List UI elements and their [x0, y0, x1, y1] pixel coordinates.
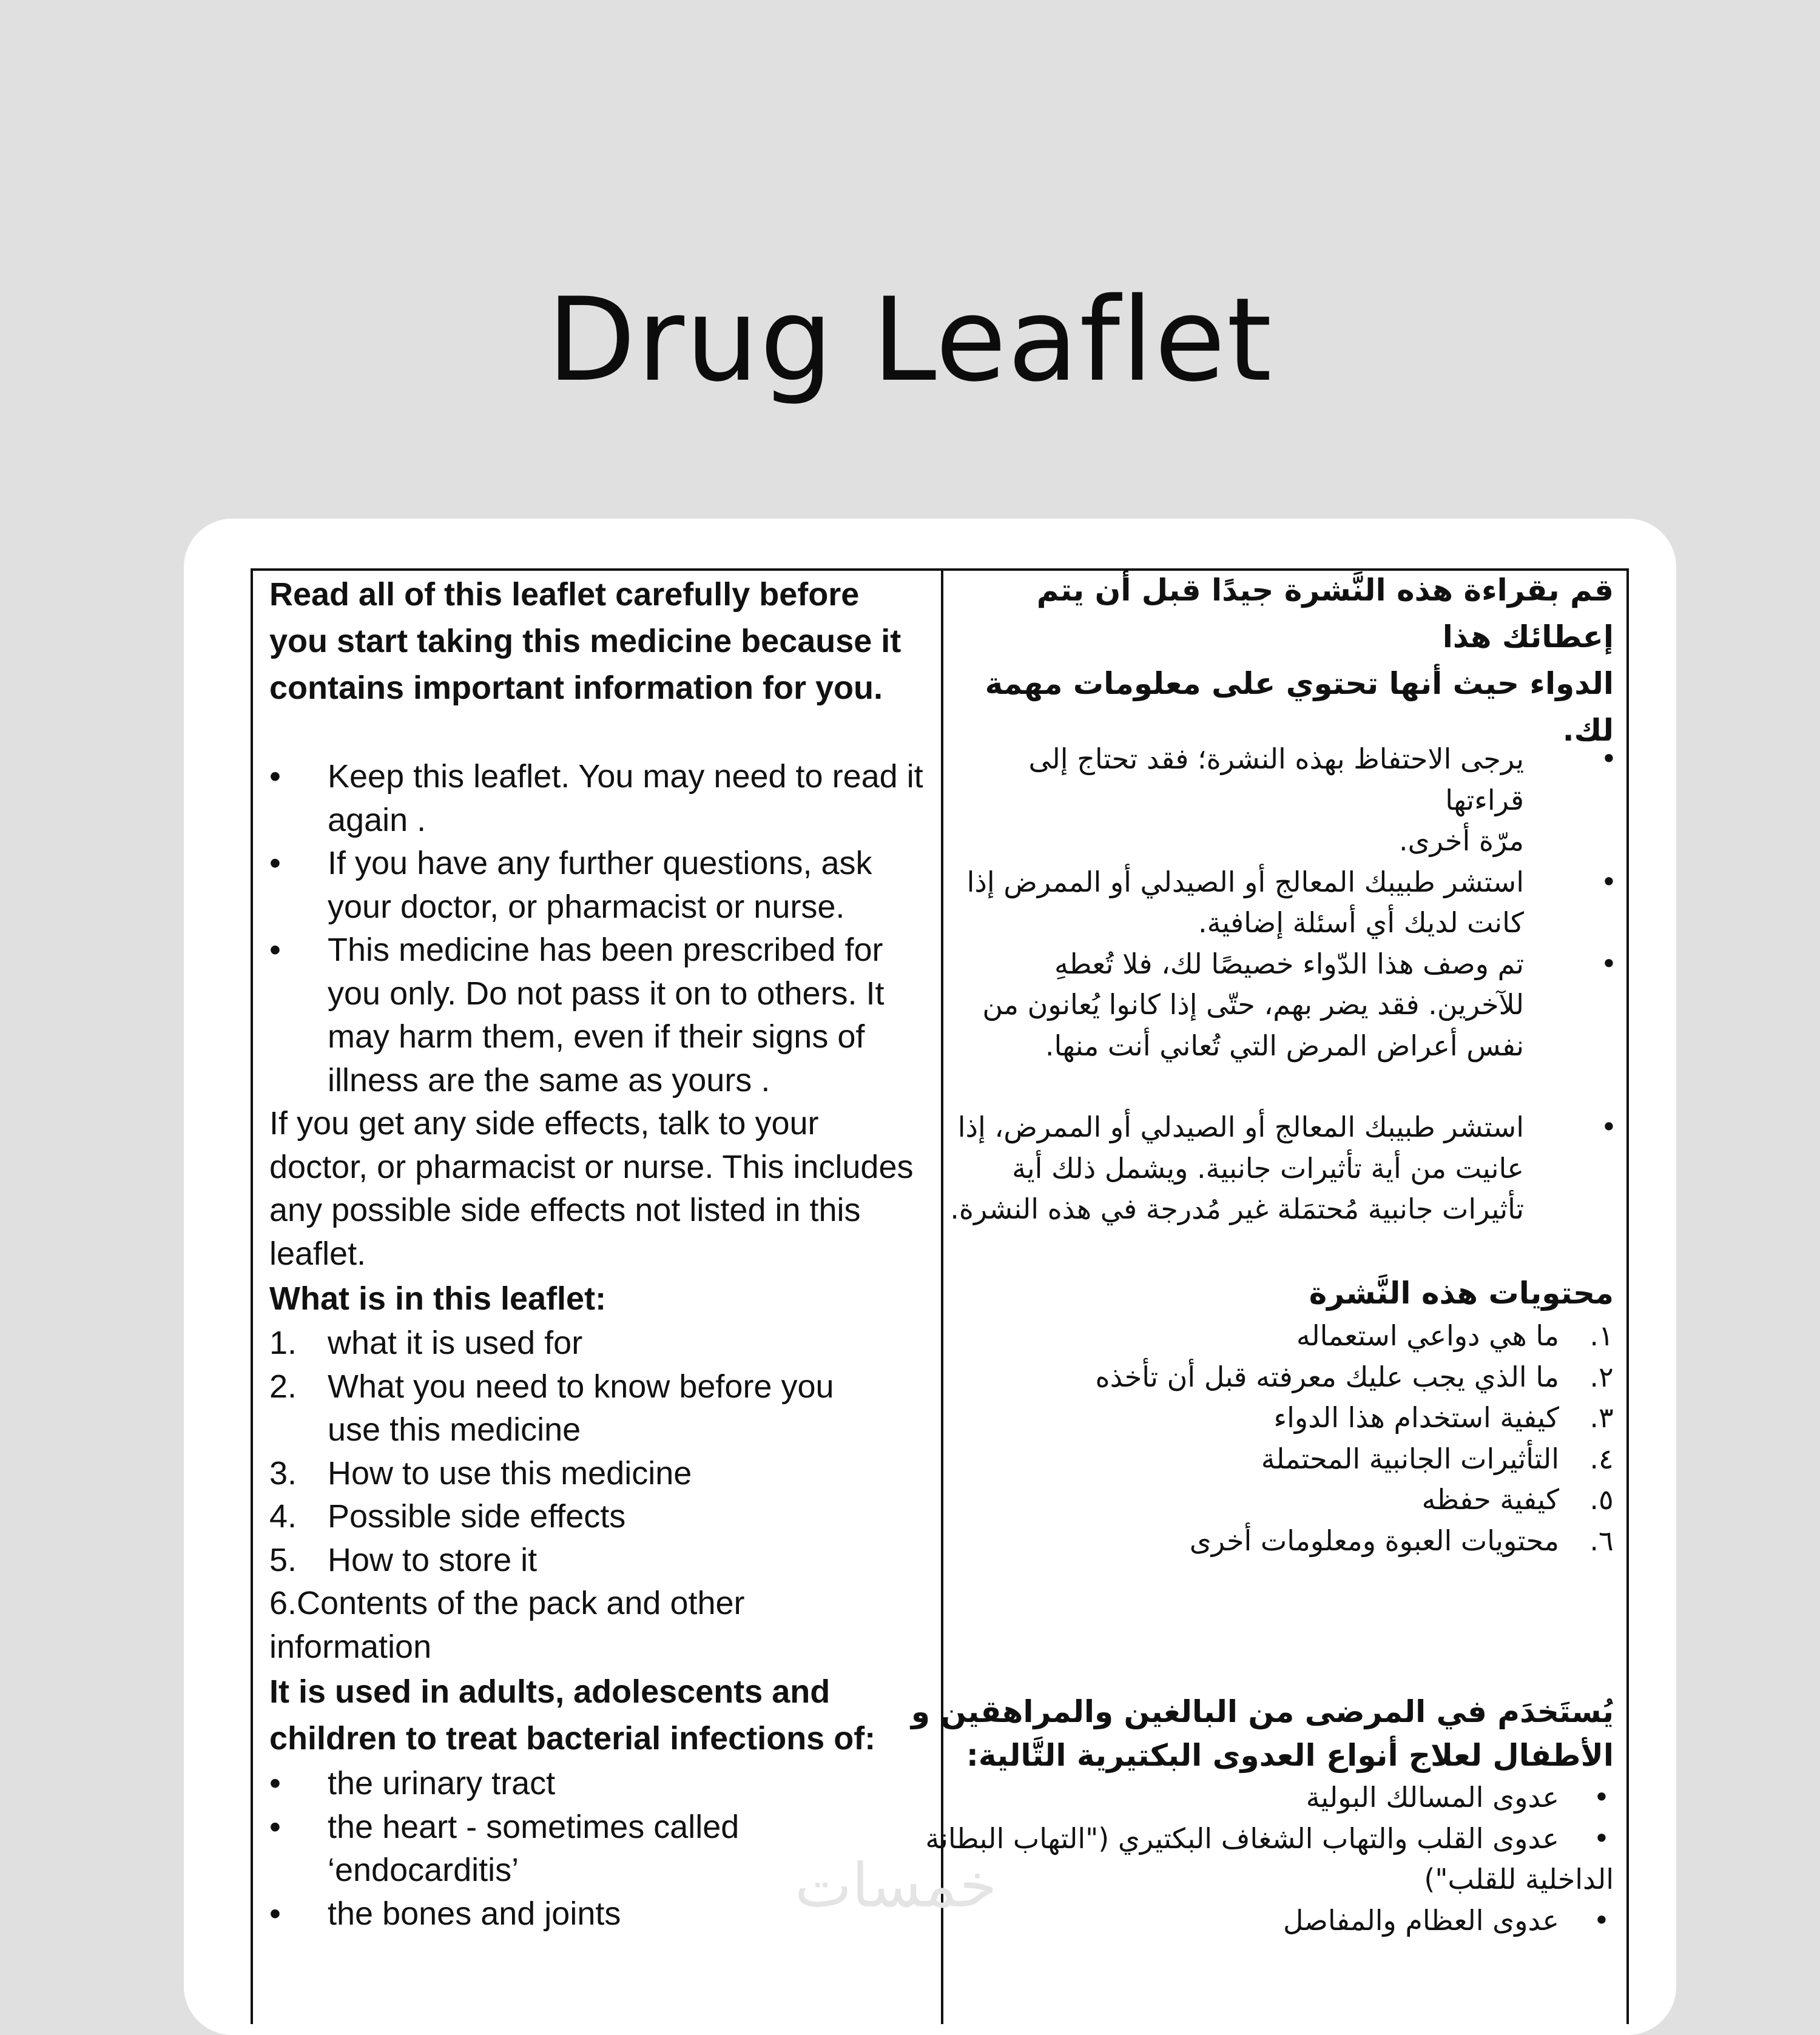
line: الدواء حيث أنها تحتوي على معلومات مهمة لك. — [985, 666, 1614, 748]
item-number: ١. — [1589, 1319, 1614, 1352]
item-number: ٢. — [1589, 1360, 1614, 1393]
intro-line: contains important information for you. — [269, 670, 883, 706]
arabic-usage — [898, 1690, 1614, 1941]
line: كيفية استخدام هذا الدواء — [1273, 1401, 1559, 1434]
list-item — [269, 1322, 931, 1365]
line: use this medicine — [328, 1411, 581, 1448]
line: مرّة أخرى. — [1399, 824, 1524, 857]
line: استشر طبيبك المعالج أو الصيدلي أو الممرض إذا — [966, 865, 1524, 898]
item-number: ٣. — [1589, 1401, 1614, 1434]
bullet-marker: • — [1593, 1821, 1610, 1855]
line: How to use this medicine — [328, 1455, 692, 1492]
line: يرجى الاحتفاظ بهذه النشرة؛ فقد تحتاج إلى قراءتها — [1028, 742, 1524, 816]
list-item — [269, 929, 931, 1102]
bullet-marker: • — [1600, 1111, 1617, 1143]
intro-line: Read all of this leaflet carefully before — [269, 576, 860, 613]
arabic-bullets — [942, 739, 1627, 1230]
bullet-marker: • — [1600, 947, 1617, 980]
bullet-marker: • — [1600, 865, 1617, 898]
line: information — [269, 1628, 432, 1665]
line: How to store it — [328, 1541, 538, 1578]
line: كانت لديك أي أسئلة إضافية. — [1198, 906, 1524, 939]
bullet-marker: • — [269, 1765, 281, 1801]
line: children to treat bacterial infections of: — [269, 1720, 876, 1757]
list-item — [269, 1582, 931, 1669]
list-item — [898, 1900, 1614, 1942]
line: كيفية حفظه — [1421, 1483, 1559, 1516]
line: If you have any further questions, ask — [328, 845, 872, 881]
line: يُستَخدَم في المرضى من البالغين والمراهقين و — [911, 1694, 1614, 1729]
item-number: 3. — [269, 1455, 297, 1492]
list-item — [269, 842, 931, 929]
item-number: 4. — [269, 1498, 297, 1535]
line: تأثيرات جانبية مُحتمَلة غير مُدرجة في هذه النشرة. — [950, 1192, 1524, 1225]
line: الأطفال لعلاج أنواع العدوى البكتيرية التَّالية: — [966, 1738, 1614, 1773]
list-item — [946, 1439, 1614, 1480]
line: If you get any side effects, talk to your — [269, 1105, 819, 1142]
line: may harm them, even if their signs of — [328, 1018, 865, 1055]
usage-heading — [269, 1669, 931, 1762]
contents-heading: محتويات هذه النَّشرة — [1309, 1276, 1614, 1311]
line: الداخلية للقلب") — [1424, 1863, 1614, 1895]
line: محتويات العبوة ومعلومات أخرى — [1189, 1524, 1559, 1557]
list-item — [269, 1495, 931, 1539]
bullet-marker: • — [1600, 742, 1617, 775]
line: the bones and joints — [328, 1895, 621, 1932]
line: you only. Do not pass it on to others. It — [328, 975, 885, 1012]
line: عدوى العظام والمفاصل — [1282, 1903, 1559, 1937]
line: نفس أعراض المرض التي تُعاني أنت منها. — [1045, 1029, 1524, 1062]
line: again . — [328, 801, 426, 838]
item-number: ٤. — [1589, 1442, 1614, 1475]
arabic-contents — [946, 1271, 1614, 1561]
side-effects-paragraph — [269, 1102, 931, 1276]
line: ‘endocarditis’ — [328, 1852, 519, 1888]
list-item — [269, 1762, 931, 1806]
item-number: ٦. — [1589, 1524, 1614, 1557]
watermark-logo: خمسات — [795, 1850, 997, 1921]
line: تم وصف هذا الدّواء خصيصًا لك، فلا تُعطهِ — [1054, 947, 1524, 980]
line: Possible side effects — [328, 1498, 626, 1535]
usage-heading — [898, 1690, 1614, 1777]
line: Keep this leaflet. You may need to read it — [328, 758, 923, 795]
list-item — [269, 755, 931, 842]
line: It is used in adults, adolescents and — [269, 1673, 831, 1710]
bullet-marker: • — [269, 845, 281, 881]
line: عدوى المسالك البولية — [1306, 1781, 1559, 1814]
line: the heart - sometimes called — [328, 1808, 740, 1845]
list-item — [946, 1398, 1614, 1439]
line: للآخرين. فقد يضر بهم، حتّى إذا كانوا يُعانون من — [982, 988, 1524, 1021]
line: عانيت من أية تأثيرات جانبية. ويشمل ذلك أية — [1012, 1151, 1524, 1185]
line: doctor, or pharmacist or nurse. This includes — [269, 1148, 914, 1185]
line: What you need to know before you — [328, 1368, 834, 1405]
bullet-marker: • — [269, 1808, 281, 1845]
bullet-marker: • — [269, 932, 281, 968]
list-item — [898, 1777, 1614, 1818]
list-item — [942, 944, 1627, 1067]
bullet-marker: • — [269, 758, 281, 795]
list-item — [269, 1365, 931, 1452]
line: This medicine has been prescribed for — [328, 932, 883, 968]
intro-line: you start taking this medicine because it — [269, 623, 902, 659]
list-item — [946, 1521, 1614, 1562]
line: عدوى القلب والتهاب الشغاف البكتيري ("التهاب البطانة — [925, 1821, 1559, 1855]
line: illness are the same as yours . — [328, 1061, 770, 1098]
item-number: 5. — [269, 1541, 297, 1578]
line: your doctor, or pharmacist or nurse. — [328, 888, 845, 925]
list-item — [269, 1452, 931, 1496]
line: قم بقراءة هذه النَّشرة جيدًا قبل أن يتم إعطائك هذا — [1036, 573, 1614, 654]
item-number: 1. — [269, 1325, 297, 1361]
arabic-intro — [946, 567, 1614, 754]
page-title: Drug Leaflet — [547, 273, 1273, 407]
english-intro — [269, 571, 901, 711]
list-item — [269, 1539, 931, 1583]
list-item — [942, 739, 1627, 862]
list-item — [942, 1107, 1627, 1230]
line: ما الذي يجب عليك معرفته قبل أن تأخذه — [1095, 1360, 1559, 1393]
list-item — [946, 1357, 1614, 1398]
line: التأثيرات الجانبية المحتملة — [1261, 1442, 1559, 1475]
line: ما هي دواعي استعماله — [1296, 1319, 1559, 1352]
contents-heading: What is in this leaflet: — [269, 1280, 607, 1317]
list-item — [898, 1818, 1614, 1900]
list-item — [942, 862, 1627, 944]
list-item — [946, 1479, 1614, 1521]
line: استشر طبيبك المعالج أو الصيدلي أو الممرض، إذا — [957, 1111, 1524, 1143]
line: any possible side effects not listed in this — [269, 1192, 861, 1228]
line: 6.Contents of the pack and other — [269, 1585, 745, 1621]
bullet-marker: • — [269, 1895, 281, 1932]
line: the urinary tract — [328, 1765, 556, 1801]
bullet-marker: • — [1593, 1903, 1610, 1937]
item-number: 2. — [269, 1368, 297, 1405]
line: leaflet. — [269, 1235, 366, 1272]
list-item — [946, 1316, 1614, 1357]
english-bullets — [269, 755, 931, 1936]
line: what it is used for — [328, 1325, 583, 1361]
bullet-marker: • — [1593, 1781, 1610, 1814]
item-number: ٥. — [1589, 1483, 1614, 1516]
